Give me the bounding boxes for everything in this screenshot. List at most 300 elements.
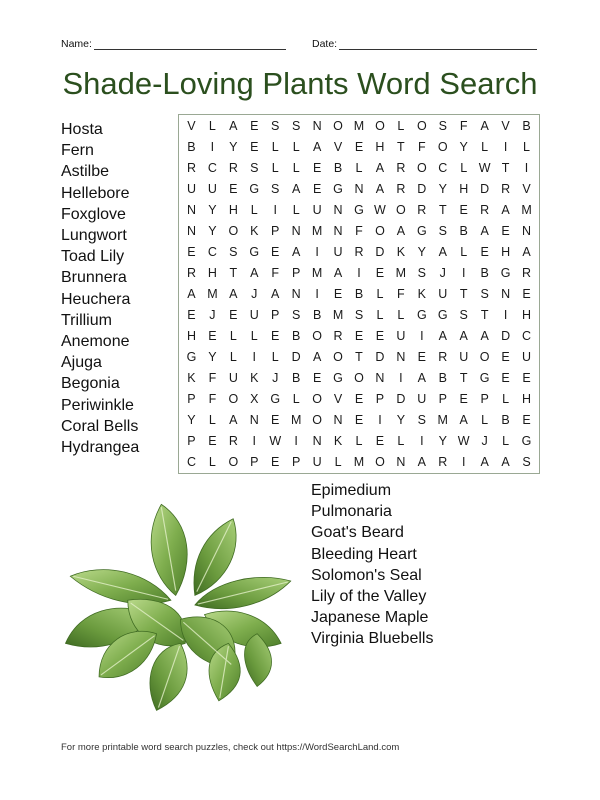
name-field[interactable]: [61, 38, 286, 50]
grid-cell[interactable]: Y: [208, 203, 217, 218]
grid-cell[interactable]: G: [521, 433, 532, 448]
grid-cell[interactable]: J: [481, 433, 488, 448]
grid-cell[interactable]: A: [459, 328, 468, 343]
grid-cell[interactable]: G: [437, 307, 448, 322]
grid-cell[interactable]: L: [460, 161, 468, 176]
grid-cell[interactable]: P: [292, 266, 301, 281]
grid-cell[interactable]: A: [229, 412, 238, 427]
grid-cell[interactable]: E: [271, 245, 280, 260]
grid-cell[interactable]: S: [522, 454, 531, 469]
grid-cell[interactable]: B: [522, 119, 531, 134]
grid-cell[interactable]: V: [501, 119, 510, 134]
grid-cell[interactable]: A: [312, 140, 322, 155]
grid-cell[interactable]: I: [399, 370, 403, 385]
grid-cell[interactable]: T: [459, 370, 468, 385]
grid-cell[interactable]: N: [354, 182, 364, 197]
grid-cell[interactable]: D: [375, 245, 385, 260]
grid-cell[interactable]: T: [355, 349, 363, 364]
grid-cell[interactable]: A: [292, 245, 301, 260]
grid-cell[interactable]: L: [292, 391, 300, 406]
grid-cell[interactable]: F: [271, 266, 280, 281]
grid-cell[interactable]: P: [480, 391, 489, 406]
grid-cell[interactable]: V: [522, 182, 531, 197]
grid-cell[interactable]: I: [461, 454, 466, 469]
grid-cell[interactable]: B: [292, 370, 301, 385]
grid-cell[interactable]: E: [250, 119, 259, 134]
grid-cell[interactable]: F: [208, 370, 217, 385]
grid-cell[interactable]: P: [375, 391, 385, 406]
grid-cell[interactable]: L: [208, 454, 216, 469]
grid-cell[interactable]: O: [333, 119, 343, 134]
grid-cell[interactable]: E: [354, 328, 364, 343]
grid-cell[interactable]: G: [186, 349, 197, 364]
grid-cell[interactable]: A: [229, 286, 238, 301]
grid-cell[interactable]: O: [228, 454, 239, 469]
grid-cell[interactable]: U: [459, 349, 469, 364]
word-list-left: [61, 119, 139, 458]
name-line[interactable]: [94, 39, 286, 50]
grid-cell[interactable]: P: [438, 391, 447, 406]
grid-cell[interactable]: S: [480, 286, 489, 301]
grid-cell[interactable]: I: [524, 161, 529, 176]
grid-cell[interactable]: I: [420, 433, 424, 448]
grid-cell[interactable]: Y: [229, 140, 238, 155]
grid-cell[interactable]: E: [459, 391, 468, 406]
grid-cell[interactable]: L: [229, 328, 237, 343]
grid-cell[interactable]: A: [417, 370, 426, 385]
grid-cell[interactable]: R: [438, 349, 448, 364]
word-search-grid[interactable]: [178, 114, 540, 474]
grid-cell[interactable]: I: [252, 433, 257, 448]
grid-cell[interactable]: S: [250, 161, 259, 176]
grid-cell[interactable]: G: [333, 370, 343, 385]
grid-cell[interactable]: R: [438, 454, 448, 469]
grid-cell[interactable]: S: [417, 412, 426, 427]
grid-cell[interactable]: A: [375, 161, 385, 176]
grid-cell[interactable]: O: [354, 370, 364, 385]
word-list-item: Hellebore: [61, 184, 130, 202]
grid-cell[interactable]: L: [397, 433, 405, 448]
grid-cell[interactable]: H: [375, 140, 385, 155]
grid-cell[interactable]: M: [437, 412, 448, 427]
grid-cell[interactable]: N: [249, 412, 259, 427]
grid-cell[interactable]: U: [312, 454, 322, 469]
grid-cell[interactable]: M: [207, 286, 218, 301]
grid-cell[interactable]: W: [374, 203, 386, 218]
grid-cell[interactable]: S: [459, 307, 468, 322]
grid-cell[interactable]: K: [417, 286, 426, 301]
grid-cell[interactable]: L: [271, 140, 279, 155]
grid-cell[interactable]: F: [417, 140, 426, 155]
grid-cell[interactable]: S: [229, 245, 238, 260]
grid-cell[interactable]: S: [354, 307, 364, 322]
grid-cell[interactable]: E: [271, 412, 280, 427]
grid-cell[interactable]: A: [501, 203, 510, 218]
grid-cell[interactable]: M: [311, 224, 323, 239]
grid-cell[interactable]: R: [396, 182, 406, 197]
grid-cell[interactable]: I: [315, 245, 319, 260]
grid-cell[interactable]: G: [416, 307, 427, 322]
grid-cell[interactable]: U: [312, 203, 322, 218]
grid-cell[interactable]: I: [273, 203, 277, 218]
grid-cell[interactable]: E: [375, 266, 385, 281]
grid-cell[interactable]: U: [228, 370, 238, 385]
grid-cell[interactable]: E: [459, 203, 468, 218]
grid-cell[interactable]: P: [271, 224, 280, 239]
grid-cell[interactable]: I: [378, 412, 382, 427]
grid-cell[interactable]: F: [208, 391, 217, 406]
grid-cell[interactable]: I: [503, 307, 508, 322]
grid-cell[interactable]: D: [501, 328, 511, 343]
grid-cell[interactable]: C: [207, 245, 217, 260]
grid-cell[interactable]: E: [501, 224, 510, 239]
grid-cell[interactable]: E: [208, 328, 217, 343]
grid-cell[interactable]: F: [355, 224, 363, 239]
grid-cell[interactable]: O: [375, 454, 385, 469]
grid-cell[interactable]: L: [355, 161, 363, 176]
grid-cell[interactable]: A: [522, 245, 531, 260]
grid-cell[interactable]: O: [312, 391, 322, 406]
grid-cell[interactable]: E: [271, 454, 280, 469]
grid-cell[interactable]: S: [292, 119, 301, 134]
grid-cell[interactable]: U: [249, 307, 259, 322]
grid-cell[interactable]: K: [396, 245, 406, 260]
grid-cell[interactable]: P: [292, 454, 301, 469]
grid-cell[interactable]: W: [269, 433, 282, 448]
grid-cell[interactable]: A: [271, 286, 280, 301]
grid-cell[interactable]: R: [186, 161, 196, 176]
date-field[interactable]: [312, 38, 537, 50]
grid-cell[interactable]: N: [291, 286, 301, 301]
grid-cell[interactable]: A: [229, 119, 238, 134]
grid-cell[interactable]: Y: [438, 182, 447, 197]
grid-cell[interactable]: L: [355, 433, 363, 448]
grid-cell[interactable]: L: [502, 433, 510, 448]
grid-cell[interactable]: N: [396, 349, 406, 364]
grid-cell[interactable]: H: [228, 203, 238, 218]
grid-cell[interactable]: E: [522, 412, 531, 427]
grid-cell[interactable]: L: [397, 307, 405, 322]
grid-cell[interactable]: E: [417, 349, 426, 364]
grid-cell[interactable]: N: [312, 119, 322, 134]
grid-cell[interactable]: N: [312, 433, 322, 448]
grid-cell[interactable]: Y: [438, 433, 447, 448]
grid-cell[interactable]: R: [417, 203, 427, 218]
grid-cell[interactable]: E: [522, 286, 531, 301]
grid-cell[interactable]: U: [438, 286, 448, 301]
grid-cell[interactable]: L: [208, 119, 216, 134]
grid-cell[interactable]: C: [522, 328, 532, 343]
grid-cell[interactable]: S: [271, 119, 280, 134]
grid-cell[interactable]: O: [437, 140, 448, 155]
grid-cell[interactable]: M: [521, 203, 532, 218]
grid-cell[interactable]: H: [501, 245, 511, 260]
grid-cell[interactable]: Y: [187, 412, 196, 427]
grid-cell[interactable]: M: [353, 454, 365, 469]
grid-cell[interactable]: P: [187, 391, 196, 406]
grid-cell[interactable]: I: [461, 266, 466, 281]
grid-cell[interactable]: K: [187, 370, 196, 385]
grid-cell[interactable]: L: [292, 203, 300, 218]
grid-cell[interactable]: B: [187, 140, 196, 155]
grid-cell[interactable]: L: [460, 245, 468, 260]
grid-cell[interactable]: O: [375, 119, 385, 134]
grid-cell[interactable]: A: [312, 349, 322, 364]
grid-cell[interactable]: E: [501, 370, 510, 385]
grid-cell[interactable]: C: [186, 454, 196, 469]
grid-cell[interactable]: L: [292, 161, 300, 176]
grid-cell[interactable]: M: [395, 266, 407, 281]
grid-cell[interactable]: H: [459, 182, 469, 197]
grid-cell[interactable]: L: [208, 412, 216, 427]
grid-cell[interactable]: B: [333, 161, 343, 176]
grid-cell[interactable]: K: [250, 224, 259, 239]
grid-cell[interactable]: Y: [459, 140, 468, 155]
grid-cell[interactable]: I: [252, 349, 257, 364]
word-list-item: Foxglove: [61, 205, 126, 223]
grid-cell[interactable]: Y: [208, 224, 217, 239]
grid-cell[interactable]: I: [294, 433, 298, 448]
grid-cell[interactable]: L: [229, 349, 237, 364]
grid-cell[interactable]: A: [438, 328, 447, 343]
grid-cell[interactable]: K: [333, 433, 343, 448]
grid-cell[interactable]: G: [479, 370, 490, 385]
grid-cell[interactable]: L: [334, 454, 342, 469]
grid-cell[interactable]: O: [333, 349, 343, 364]
grid-cell[interactable]: S: [271, 182, 280, 197]
grid-cell[interactable]: N: [396, 454, 406, 469]
grid-cell[interactable]: E: [250, 140, 259, 155]
grid-cell[interactable]: U: [417, 391, 427, 406]
grid-cell[interactable]: Y: [396, 412, 406, 427]
grid-cell[interactable]: L: [250, 203, 258, 218]
grid-cell[interactable]: A: [480, 454, 489, 469]
grid-cell[interactable]: D: [480, 182, 490, 197]
grid-cell[interactable]: T: [229, 266, 238, 281]
grid-cell[interactable]: K: [250, 370, 259, 385]
grid-cell[interactable]: B: [459, 224, 468, 239]
grid-cell[interactable]: E: [208, 433, 217, 448]
grid-cell[interactable]: A: [375, 182, 385, 197]
grid-cell[interactable]: J: [272, 370, 279, 385]
grid-cell[interactable]: T: [459, 286, 468, 301]
grid-cell[interactable]: E: [354, 140, 364, 155]
grid-cell[interactable]: L: [481, 140, 489, 155]
grid-cell[interactable]: A: [480, 224, 489, 239]
grid-cell[interactable]: W: [457, 433, 470, 448]
grid-cell[interactable]: T: [501, 161, 510, 176]
grid-cell[interactable]: I: [420, 328, 424, 343]
grid-cell[interactable]: O: [228, 224, 239, 239]
grid-cell[interactable]: U: [333, 245, 343, 260]
grid-cell[interactable]: O: [396, 203, 406, 218]
grid-cell[interactable]: H: [186, 328, 196, 343]
grid-cell[interactable]: R: [354, 245, 364, 260]
grid-cell[interactable]: E: [312, 161, 322, 176]
grid-cell[interactable]: B: [501, 412, 510, 427]
grid-cell[interactable]: B: [438, 370, 447, 385]
grid-cell[interactable]: J: [439, 266, 446, 281]
grid-cell[interactable]: S: [417, 266, 426, 281]
grid-cell[interactable]: U: [522, 349, 532, 364]
grid-cell[interactable]: D: [417, 182, 427, 197]
grid-cell[interactable]: W: [478, 161, 491, 176]
grid-cell[interactable]: B: [354, 286, 364, 301]
grid-cell[interactable]: A: [417, 454, 426, 469]
grid-cell[interactable]: I: [210, 140, 215, 155]
grid-cell[interactable]: Y: [417, 245, 426, 260]
grid-cell[interactable]: R: [186, 266, 196, 281]
grid-cell[interactable]: A: [501, 454, 510, 469]
grid-cell[interactable]: T: [438, 203, 447, 218]
grid-cell[interactable]: L: [376, 286, 384, 301]
grid-cell[interactable]: E: [375, 328, 385, 343]
grid-cell[interactable]: R: [522, 266, 532, 281]
grid-cell[interactable]: E: [229, 307, 238, 322]
grid-cell[interactable]: G: [249, 182, 260, 197]
grid-cell[interactable]: A: [438, 245, 447, 260]
grid-cell[interactable]: H: [522, 391, 532, 406]
grid-cell[interactable]: J: [209, 307, 216, 322]
grid-cell[interactable]: N: [291, 224, 301, 239]
grid-cell[interactable]: E: [501, 349, 510, 364]
grid-cell[interactable]: N: [333, 412, 343, 427]
grid-cell[interactable]: E: [375, 433, 385, 448]
grid-cell[interactable]: N: [186, 203, 196, 218]
grid-cell[interactable]: L: [502, 391, 510, 406]
grid-cell[interactable]: S: [438, 224, 447, 239]
grid-cell[interactable]: B: [292, 328, 301, 343]
grid-cell[interactable]: A: [333, 266, 343, 281]
grid-cell[interactable]: O: [416, 161, 427, 176]
grid-cell[interactable]: L: [523, 140, 530, 155]
grid-cell[interactable]: V: [333, 391, 343, 406]
grid-cell[interactable]: D: [291, 349, 301, 364]
grid-cell[interactable]: R: [333, 328, 343, 343]
grid-cell[interactable]: M: [353, 119, 365, 134]
grid-cell[interactable]: A: [292, 182, 301, 197]
grid-cell[interactable]: O: [416, 119, 427, 134]
grid-cell[interactable]: N: [333, 224, 343, 239]
grid-cell[interactable]: B: [312, 307, 322, 322]
grid-cell[interactable]: N: [522, 224, 532, 239]
grid-cell[interactable]: E: [480, 245, 489, 260]
grid-cell[interactable]: E: [333, 286, 343, 301]
grid-cell[interactable]: L: [271, 161, 279, 176]
grid-cell[interactable]: E: [271, 328, 280, 343]
grid-cell[interactable]: S: [292, 307, 301, 322]
grid-cell[interactable]: M: [332, 307, 344, 322]
grid-cell[interactable]: L: [481, 412, 489, 427]
grid-cell[interactable]: C: [207, 161, 217, 176]
grid-cell[interactable]: E: [354, 412, 364, 427]
grid-cell[interactable]: L: [397, 119, 405, 134]
grid-cell[interactable]: P: [271, 307, 280, 322]
grid-cell[interactable]: J: [251, 286, 258, 301]
grid-cell[interactable]: D: [396, 391, 406, 406]
grid-cell[interactable]: P: [187, 433, 196, 448]
grid-cell[interactable]: G: [249, 245, 260, 260]
grid-cell[interactable]: E: [312, 370, 322, 385]
grid-cell[interactable]: V: [187, 119, 196, 134]
grid-cell[interactable]: I: [357, 266, 361, 281]
grid-cell[interactable]: M: [290, 412, 302, 427]
grid-cell[interactable]: S: [438, 119, 447, 134]
header-fields: [61, 38, 541, 54]
grid-cell[interactable]: A: [480, 119, 489, 134]
grid-cell[interactable]: I: [503, 140, 508, 155]
grid-cell[interactable]: P: [250, 454, 259, 469]
grid-cell[interactable]: U: [207, 182, 217, 197]
grid-cell[interactable]: E: [312, 182, 322, 197]
grid-cell[interactable]: D: [375, 349, 385, 364]
word-list-item: Japanese Maple: [311, 609, 429, 627]
grid-cell[interactable]: N: [333, 203, 343, 218]
grid-cell[interactable]: C: [438, 161, 448, 176]
grid-cell[interactable]: N: [501, 286, 511, 301]
grid-cell[interactable]: G: [500, 266, 511, 281]
grid-cell[interactable]: G: [270, 391, 281, 406]
grid-cell[interactable]: X: [250, 391, 259, 406]
grid-cell[interactable]: B: [480, 266, 489, 281]
grid-cell[interactable]: E: [229, 182, 238, 197]
grid-cell[interactable]: L: [376, 307, 384, 322]
grid-cell[interactable]: A: [480, 328, 489, 343]
grid-cell[interactable]: O: [375, 224, 385, 239]
grid-cell[interactable]: G: [416, 224, 427, 239]
grid-cell[interactable]: R: [228, 161, 238, 176]
grid-cell[interactable]: A: [250, 266, 259, 281]
grid-cell[interactable]: M: [311, 266, 323, 281]
grid-cell[interactable]: I: [315, 286, 319, 301]
grid-cell[interactable]: O: [312, 412, 322, 427]
grid-cell[interactable]: L: [250, 328, 258, 343]
grid-cell[interactable]: R: [501, 182, 511, 197]
date-line[interactable]: [339, 39, 537, 50]
grid-cell[interactable]: E: [187, 245, 196, 260]
grid-cell[interactable]: U: [186, 182, 196, 197]
grid-cell[interactable]: E: [187, 307, 196, 322]
grid-cell[interactable]: T: [480, 307, 489, 322]
grid-cell[interactable]: H: [207, 266, 217, 281]
grid-cell[interactable]: F: [459, 119, 468, 134]
grid-cell[interactable]: A: [396, 224, 406, 239]
grid-cell[interactable]: R: [396, 161, 406, 176]
grid-cell[interactable]: G: [354, 203, 364, 218]
grid-cell[interactable]: U: [396, 328, 406, 343]
grid-cell[interactable]: Y: [208, 349, 217, 364]
grid-cell[interactable]: O: [228, 391, 239, 406]
grid-cell[interactable]: O: [479, 349, 490, 364]
grid-cell[interactable]: V: [333, 140, 343, 155]
grid-cell[interactable]: H: [522, 307, 532, 322]
grid-cell[interactable]: E: [354, 391, 364, 406]
grid-cell[interactable]: L: [271, 349, 279, 364]
grid-cell[interactable]: F: [397, 286, 405, 301]
grid-cell[interactable]: L: [292, 140, 300, 155]
grid-cell[interactable]: T: [397, 140, 405, 155]
grid-cell[interactable]: G: [333, 182, 343, 197]
grid-cell[interactable]: N: [186, 224, 196, 239]
grid-cell[interactable]: R: [480, 203, 490, 218]
grid-cell[interactable]: E: [522, 370, 531, 385]
grid-cell[interactable]: A: [459, 412, 468, 427]
grid-cell[interactable]: A: [187, 286, 196, 301]
grid-cell[interactable]: N: [375, 370, 385, 385]
grid-cell[interactable]: R: [228, 433, 238, 448]
word-list-item: Ajuga: [61, 354, 102, 372]
grid-cell[interactable]: O: [312, 328, 322, 343]
